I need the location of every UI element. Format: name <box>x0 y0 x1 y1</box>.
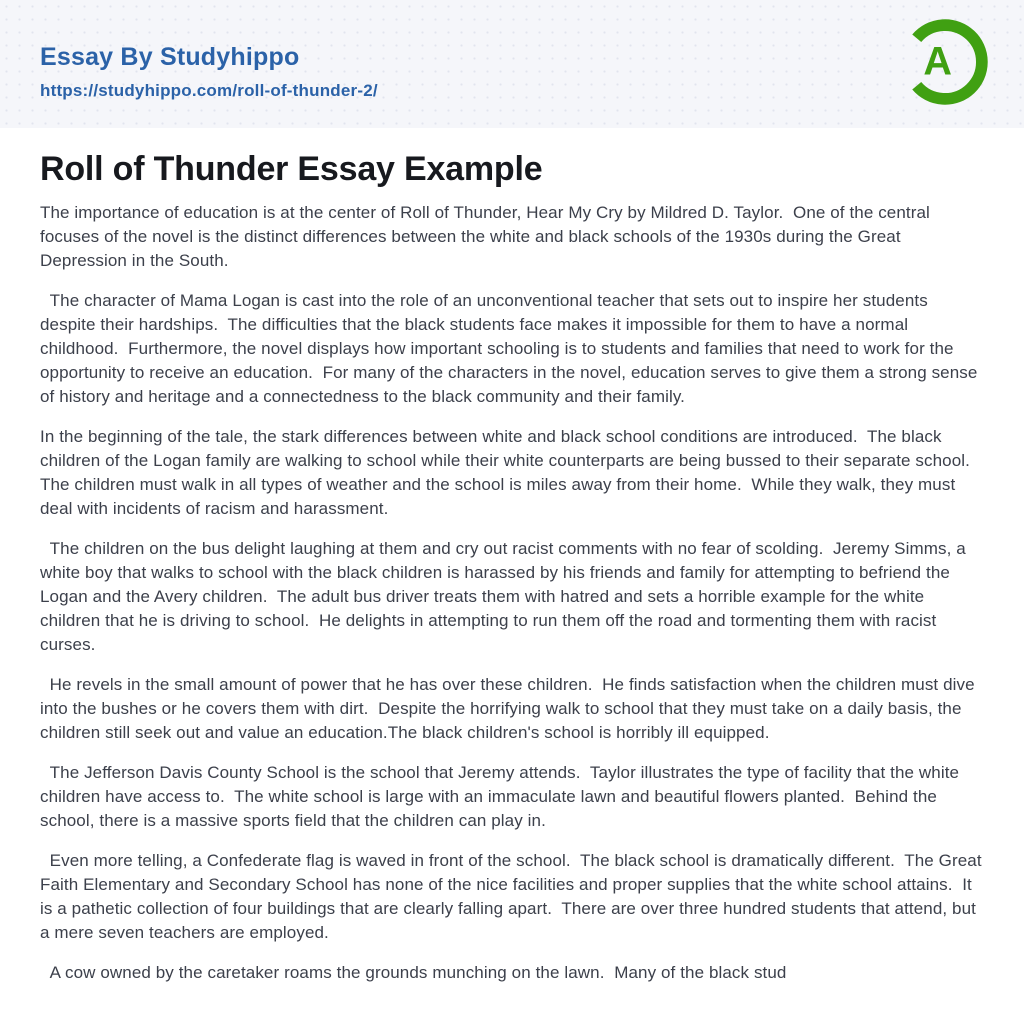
logo-letter: A <box>923 39 952 84</box>
logo-arc-icon <box>900 17 990 107</box>
essay-paragraph: In the beginning of the tale, the stark differences between white and black school conditions are introduced. The black children of the Logan family are walking to school while their white counterparts are being bussed to their separate school. The children must walk in all types of weather and the school is miles away from their home. While they walk, they must deal with incidents of racism and harassment. <box>40 426 980 518</box>
essay-paragraph: The Jefferson Davis County School is the school that Jeremy attends. Taylor illustrates the type of facility that the white children have access to. The white school is large with an immaculate lawn and beautiful flowers planted. Behind the school, there is a massive sports field that the children can play in. <box>40 762 964 830</box>
site-url-link[interactable]: https://studyhippo.com/roll-of-thunder-2/ <box>40 80 378 100</box>
site-header <box>0 0 1024 128</box>
site-title: Essay By Studyhippo <box>40 43 300 71</box>
studyhippo-logo <box>900 17 990 107</box>
essay-paragraph: The importance of education is at the center of Roll of Thunder, Hear My Cry by Mildred D. Taylor. One of the central focuses of the novel is the distinct differences between the white and black schools of the 1930s during the Great Depression in the South. <box>40 202 935 270</box>
essay-paragraphs <box>40 201 987 985</box>
essay-paragraph: The character of Mama Logan is cast into the role of an unconventional teacher that sets out to inspire her students despite their hardships. The difficulties that the black students face makes it impossible for them to have a normal childhood. Furthermore, the novel displays how important schooling is to students and families that need to work for the opportunity to receive an education. For many of the characters in the novel, education serves to give them a strong sense of history and heritage and a connectedness to the black community and their family. <box>40 290 983 406</box>
essay-paragraph: Even more telling, a Confederate flag is waved in front of the school. The black school is dramatically different. The Great Faith Elementary and Secondary School has none of the nice facilities and proper supplies that the white school attains. It is a pathetic collection of four buildings that are clearly falling apart. There are over three hundred students that attend, but a mere seven teachers are employed. <box>40 850 987 942</box>
page-title: Roll of Thunder Essay Example <box>40 150 543 188</box>
essay-paragraph: A cow owned by the caretaker roams the grounds munching on the lawn. Many of the black stud <box>40 962 787 982</box>
essay-article <box>0 128 1024 985</box>
essay-paragraph: The children on the bus delight laughing at them and cry out racist comments with no fear of scolding. Jeremy Simms, a white boy that walks to school with the black children is harassed by his friends and family for attempting to befriend the Logan and the Avery children. The adult bus driver treats them with hatred and sets a horrible example for the white children that he is driving to school. He delights in attempting to run them off the road and tormenting them with racist curses. <box>40 538 971 654</box>
essay-paragraph: He revels in the small amount of power that he has over these children. He finds satisfaction when the children must dive into the bushes or he covers them with dirt. Despite the horrifying walk to school that they must take on a daily basis, the children still seek out and value an education.The black children's school is horribly ill equipped. <box>40 674 980 742</box>
